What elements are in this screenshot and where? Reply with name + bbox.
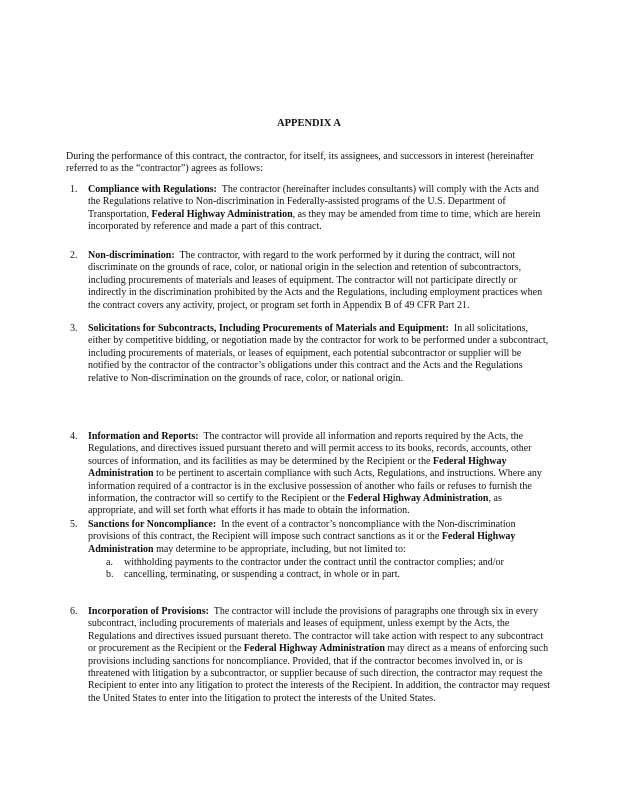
item-body: [88, 519, 552, 556]
item-body: [88, 184, 552, 234]
item-heading: Incorporation of Provisions:: [88, 606, 209, 617]
item-number: 6.: [70, 606, 78, 617]
item-body: [88, 323, 552, 385]
item-text: may direct as a means of enforcing such provisions including sanctions for noncompliance. Provided, that if the contractor becomes involved in, or is threatened with litigation by a subcontractor, or supplier because of such direction, the contractor may request the Recipient to enter into any litigation to protect the interests of the Recipient. In addition, the contractor may request the United States to enter into the litigation to protect the interests of the United States.: [88, 643, 553, 704]
sanction-text: withholding payments to the contractor under the contract until the contractor complies; and/or: [124, 557, 504, 568]
item-body: [88, 606, 552, 705]
item-body: [88, 431, 552, 518]
item-heading: Compliance with Regulations:: [88, 184, 217, 195]
item-text: The contractor will include the provisions of paragraphs one through six in every subcontract, including procurements of materials and leases of equipment, unless exempt by the Acts, the Regulations and directives issued pursuant thereto. The contractor will take action with respect to any subcontract or procurement as the Recipient or the: [88, 606, 546, 655]
sanction-text: cancelling, terminating, or suspending a contract, in whole or in part.: [124, 569, 401, 580]
sanction-item-b: [106, 569, 556, 581]
item-text: In the event of a contractor’s noncompliance with the Non-discrimination provisions of this contract, the Recipient will impose such contract sanctions as it or the: [88, 519, 519, 543]
item-heading: Solicitations for Subcontracts, Including Procurements of Materials and Equipment:: [88, 323, 449, 334]
item-text: The contractor will provide all information and reports required by the Acts, the Regulations, and directives issued pursuant thereto and will permit access to its books, records, accounts, other sources of information, and its facilities as may be determined by the Recipient or the: [88, 431, 535, 467]
numbered-item-4: [70, 431, 552, 518]
numbered-item-2: [70, 250, 552, 312]
item-number: 4.: [70, 431, 78, 442]
sanction-letter: b.: [106, 569, 114, 580]
item-text: may determine to be appropriate, including, but not limited to:: [153, 543, 406, 555]
item-number: 2.: [70, 250, 78, 261]
sanction-letter: a.: [106, 557, 113, 568]
item-heading: Non-discrimination:: [88, 250, 175, 261]
item-text: In all solicitations, either by competitive bidding, or negotiation made by the contractor for work to be performed under a subcontract, including procurements of materials, or leases of equipment, each potential subcontractor or supplier will be notified by the contractor of the contractor’s obligations under this contract and the Acts and the Regulations relative to Non-discrimination on the grounds of race, color, or national origin.: [88, 323, 551, 384]
numbered-item-6: [70, 606, 552, 705]
item-heading: Information and Reports:: [88, 431, 199, 442]
intro-paragraph: During the performance of this contract, the contractor, for itself, its assignees, and successors in interest (hereinafter referred to as the “contractor”) agrees as follows:: [66, 151, 534, 175]
item-text: , as they may be amended from time to time, which are herein incorporated by reference and made a part of this contract.: [88, 208, 543, 233]
numbered-item-5: [70, 519, 552, 556]
item-text: , as appropriate, and will set forth what efforts it has made to obtain the information.: [88, 493, 505, 517]
agency-name: Federal Highway Administration: [151, 208, 293, 220]
agency-name: Federal Highway Administration: [88, 455, 509, 480]
item-heading: Sanctions for Noncompliance:: [88, 519, 217, 530]
numbered-item-1: [70, 184, 552, 234]
item-body: [88, 250, 552, 312]
item-number: 1.: [70, 184, 78, 195]
agency-name: Federal Highway Administration: [88, 531, 518, 555]
numbered-item-3: [70, 323, 552, 385]
agency-name: Federal Highway Administration: [243, 643, 385, 655]
page-title: APPENDIX A: [277, 118, 341, 129]
item-text: to be pertinent to ascertain compliance with such Acts, Regulations, and instructions. Where any information required of a contractor is in the exclusive possession of another who fails or refuses to furnish the information, the contractor will so certify to the Recipient or the: [88, 468, 545, 505]
agency-name: Federal Highway Administration: [347, 493, 489, 505]
item-text: The contractor, with regard to the work performed by it during the contract, will not discriminate on the grounds of race, color, or national origin in the selection and retention of subcontractors, including procurements of materials and leases of equipment. The contractor will not participate directly or indirectly in the discrimination prohibited by the Acts and the Regulations, including employment practices when the contract covers any activity, project, or program set forth in Appendix B of 49 CFR Part 21.: [88, 250, 545, 311]
item-number: 3.: [70, 323, 78, 334]
item-number: 5.: [70, 519, 78, 530]
item-text: The contractor (hereinafter includes consultants) will comply with the Acts and the Regulations relative to Non-discrimination in Federally-assisted programs of the U.S. Department of Transportation,: [88, 184, 542, 220]
sanction-item-a: [106, 557, 556, 569]
